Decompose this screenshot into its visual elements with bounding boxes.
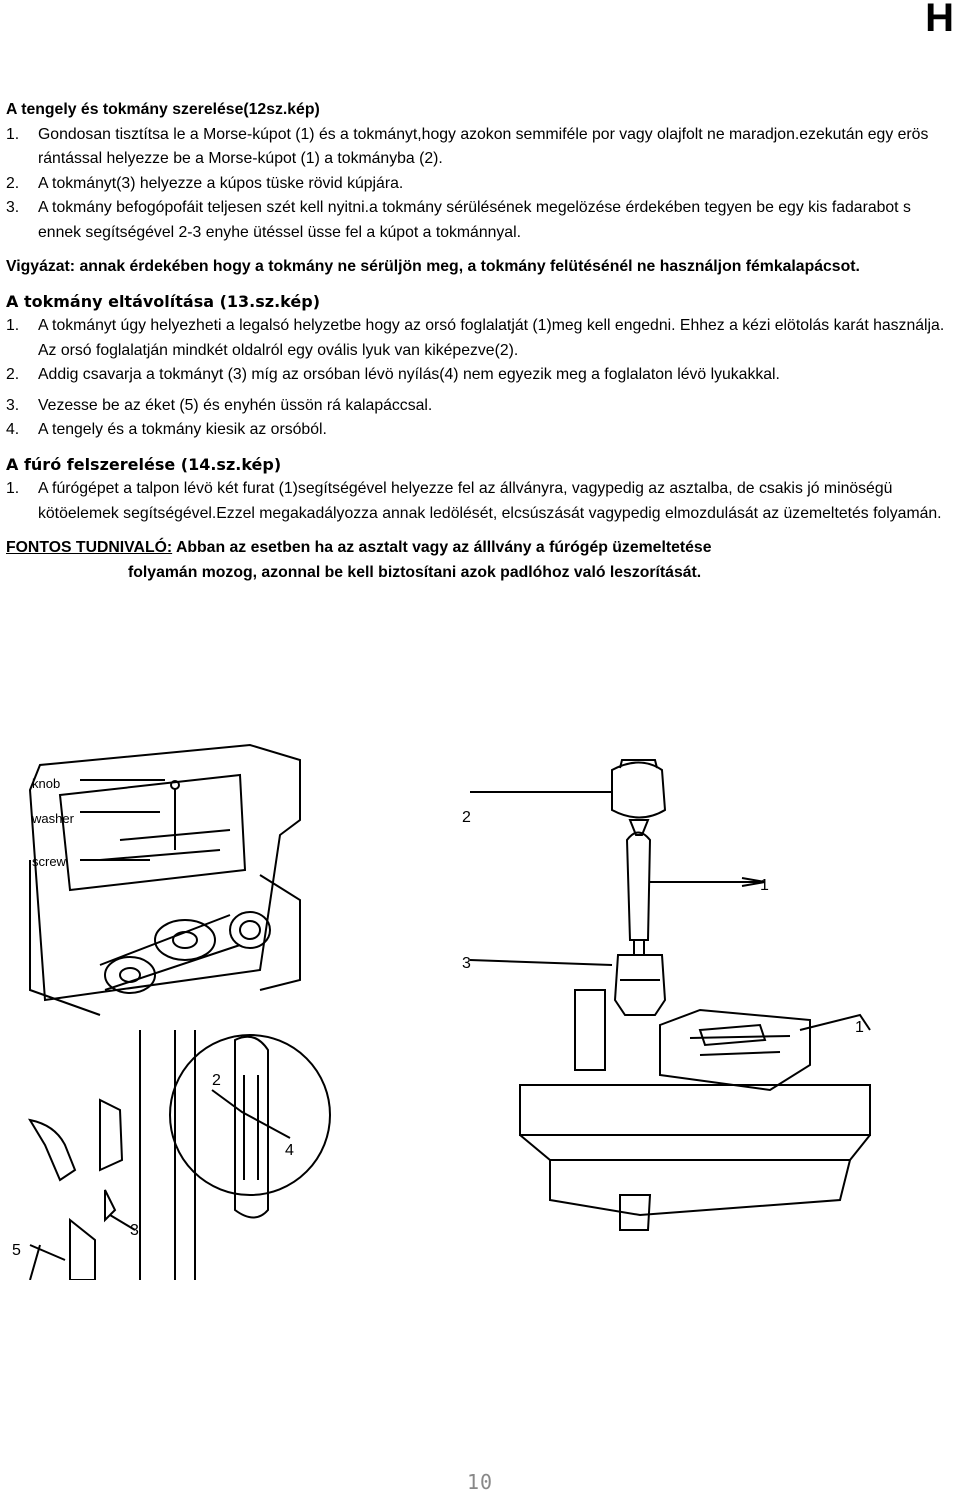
label-wedge-5: 5 [12, 1242, 21, 1259]
label-screw: screw [32, 854, 66, 869]
figures-area [0, 740, 960, 1280]
item-text: A tokmányt(3) helyezze a kúpos tüske rövid kúpjára. [38, 174, 404, 192]
list-item [6, 196, 956, 245]
list-item [6, 172, 956, 197]
item-number: 1. [6, 480, 20, 497]
notice-line-1: Abban az esetben ha az asztalt vagy az álllvány a fúrógép üzemeltetése [175, 539, 712, 556]
item-number: 3. [6, 396, 20, 414]
base-table-figure [520, 990, 870, 1230]
item-text: A tokmányt úgy helyezheti a legalsó helyzetbe hogy az orsó foglalatját (1)meg kell engedni. Ehhez a kézi elötolás karát használja. Az orsó foglalatján mindkét oldalról egy ovális lyuk van kiképezve(2). [38, 317, 945, 359]
notice-line-2: folyamán mozog, azonnal be kell biztosítani azok padlóhoz való leszorítását. [128, 563, 702, 581]
document-body [6, 98, 956, 585]
pulley-cover-figure [30, 745, 300, 1015]
section-mounting [6, 98, 956, 280]
chuck-taper-figure [470, 760, 765, 1015]
item-number: 4. [6, 421, 20, 438]
figure-illustrations [0, 740, 960, 1280]
item-text: Addig csavarja a tokmányt (3) míg az orsóban lévö nyílás(4) nem egyezik meg a foglalaton lévö lyukakkal. [38, 366, 780, 383]
list-item [6, 363, 956, 388]
item-text: A tengely és a tokmány kiesik az orsóból. [38, 421, 327, 438]
list-item [6, 418, 956, 443]
label-part-2: 2 [462, 809, 471, 826]
label-part-3: 3 [462, 955, 471, 972]
section-title: A fúró felszerelése (14.sz.kép) [6, 454, 282, 474]
label-washer: washer [32, 811, 74, 826]
language-tab [922, 0, 960, 38]
list-item [6, 314, 956, 363]
item-text: A tokmány befogópofáit teljesen szét kell nyitni.a tokmány sérülésének megelözése érdekében tegyen be egy kis fadarabot s ennek segítségével 2-3 enyhe ütéssel üsse fel a kúpot a tokmánnyal. [38, 199, 911, 241]
label-knob: knob [32, 776, 61, 791]
item-text: Vezesse be az éket (5) és enyhén üssön rá kalapáccsal. [38, 396, 433, 414]
important-notice [6, 536, 956, 585]
label-base-hole-1: 1 [855, 1019, 864, 1036]
label-oval-hole-2: 2 [212, 1072, 221, 1089]
item-text: Gondosan tisztítsa le a Morse-kúpot (1) és a tokmányt,hogy azokon semmiféle por vagy olajfolt ne maradjon.ezekután egy erös rántással helyezze be a Morse-kúpot (1) a tokmányba (2). [38, 125, 929, 167]
item-number: 3. [6, 199, 20, 216]
list-item [6, 123, 956, 172]
list-item [6, 394, 956, 419]
item-text: A fúrógépet a talpon lévö két furat (1)segítségével helyezze fel az állványra, vagypedig az asztalba, de csakis jó minöségü kötöelemek segítségével.Ezzel megakadályozza annak ledölését, elcsúszását vagypedig elmozdulását az üzemeltetés folyamán. [38, 480, 942, 522]
section-drill-install [6, 453, 956, 527]
label-chuck-3: 3 [130, 1222, 139, 1239]
list-item [6, 477, 956, 526]
page-number: 10 [466, 1470, 494, 1494]
item-number: 1. [6, 125, 20, 143]
item-number: 1. [6, 317, 20, 334]
section-title: A tokmány eltávolítása (13.sz.kép) [6, 291, 320, 311]
notice-label: FONTOS TUDNIVALÓ: [6, 539, 173, 556]
item-number: 2. [6, 366, 20, 383]
section-removal [6, 290, 956, 443]
label-part-1: 1 [760, 877, 769, 894]
section-title: A tengely és tokmány szerelése(12sz.kép) [6, 101, 320, 118]
label-opening-4: 4 [285, 1142, 294, 1159]
warning-text: Vigyázat: annak érdekében hogy a tokmány ne sérüljön meg, a tokmány felütésénél ne használjon fémkalapácsot. [6, 258, 860, 275]
language-mark: H [925, 0, 954, 40]
item-number: 2. [6, 174, 20, 192]
